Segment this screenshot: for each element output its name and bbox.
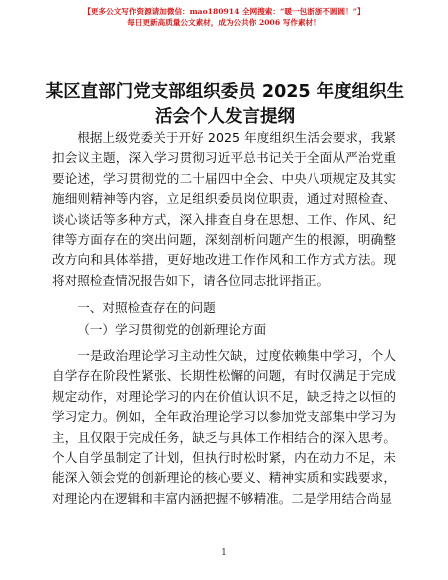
banner-line-2: 每日更新高质量公文素材，成为公共你 2006 写作素材！ — [127, 18, 321, 27]
intro-paragraph: 根据上级党委关于开好 2025 年度组织生活会要求，我紧扣会议主题，深入学习贯彻习近平总书记关于全面从严治党重要论述，学习贯彻党的二十届四中全会、中央八项规定及其实施细则精神等内容，立足组织委员岗位职责，通过对照检查、谈心谈话等多种方式，深入排查自身在思想、工作、作风、纪律等方面存在的突出问题，深刻剖析问题产生的根源，明确整改方向和具体举措，更好地改进工作作风和工作方式方法。现将对照检查情况报告如下，请各位同志批评指正。 — [52, 130, 396, 288]
promo-banner — [0, 6, 448, 28]
banner-line-1: 【更多公文写作资源请加微信：mao180914 全网搜索：“暖一包浙浙不圆圆！”】 — [83, 7, 365, 16]
section-heading-1: 一、对照检查存在的问题 — [77, 300, 216, 315]
subsection-heading-1: （一）学习贯彻党的创新理论方面 — [77, 322, 267, 337]
body-paragraph: 一是政治理论学习主动性欠缺，过度依赖集中学习，个人自学存在阶段性紧张、长期性松懈的问题，有时仅满足于完成规定动作，对理论学习的内在价值认识不足，缺乏持之以恒的学习定力。例如，全年政治理论学习以参加党支部集中学习为主，且仅限于完成任务，缺乏与具体工作相结合的深入思考。个人自学虽制定了计划，但执行时松时紧，内在动力不足，未能深入领会党的创新理论的核心要义、精神实质和实践要求，对理论内在逻辑和丰富内涵把握不够精准。二是学用结合尚显 — [52, 348, 396, 506]
page-number: 1 — [221, 548, 227, 558]
document-title: 某区直部门党支部组织委员 2025 年度组织生活会个人发言提纲 — [45, 82, 405, 127]
